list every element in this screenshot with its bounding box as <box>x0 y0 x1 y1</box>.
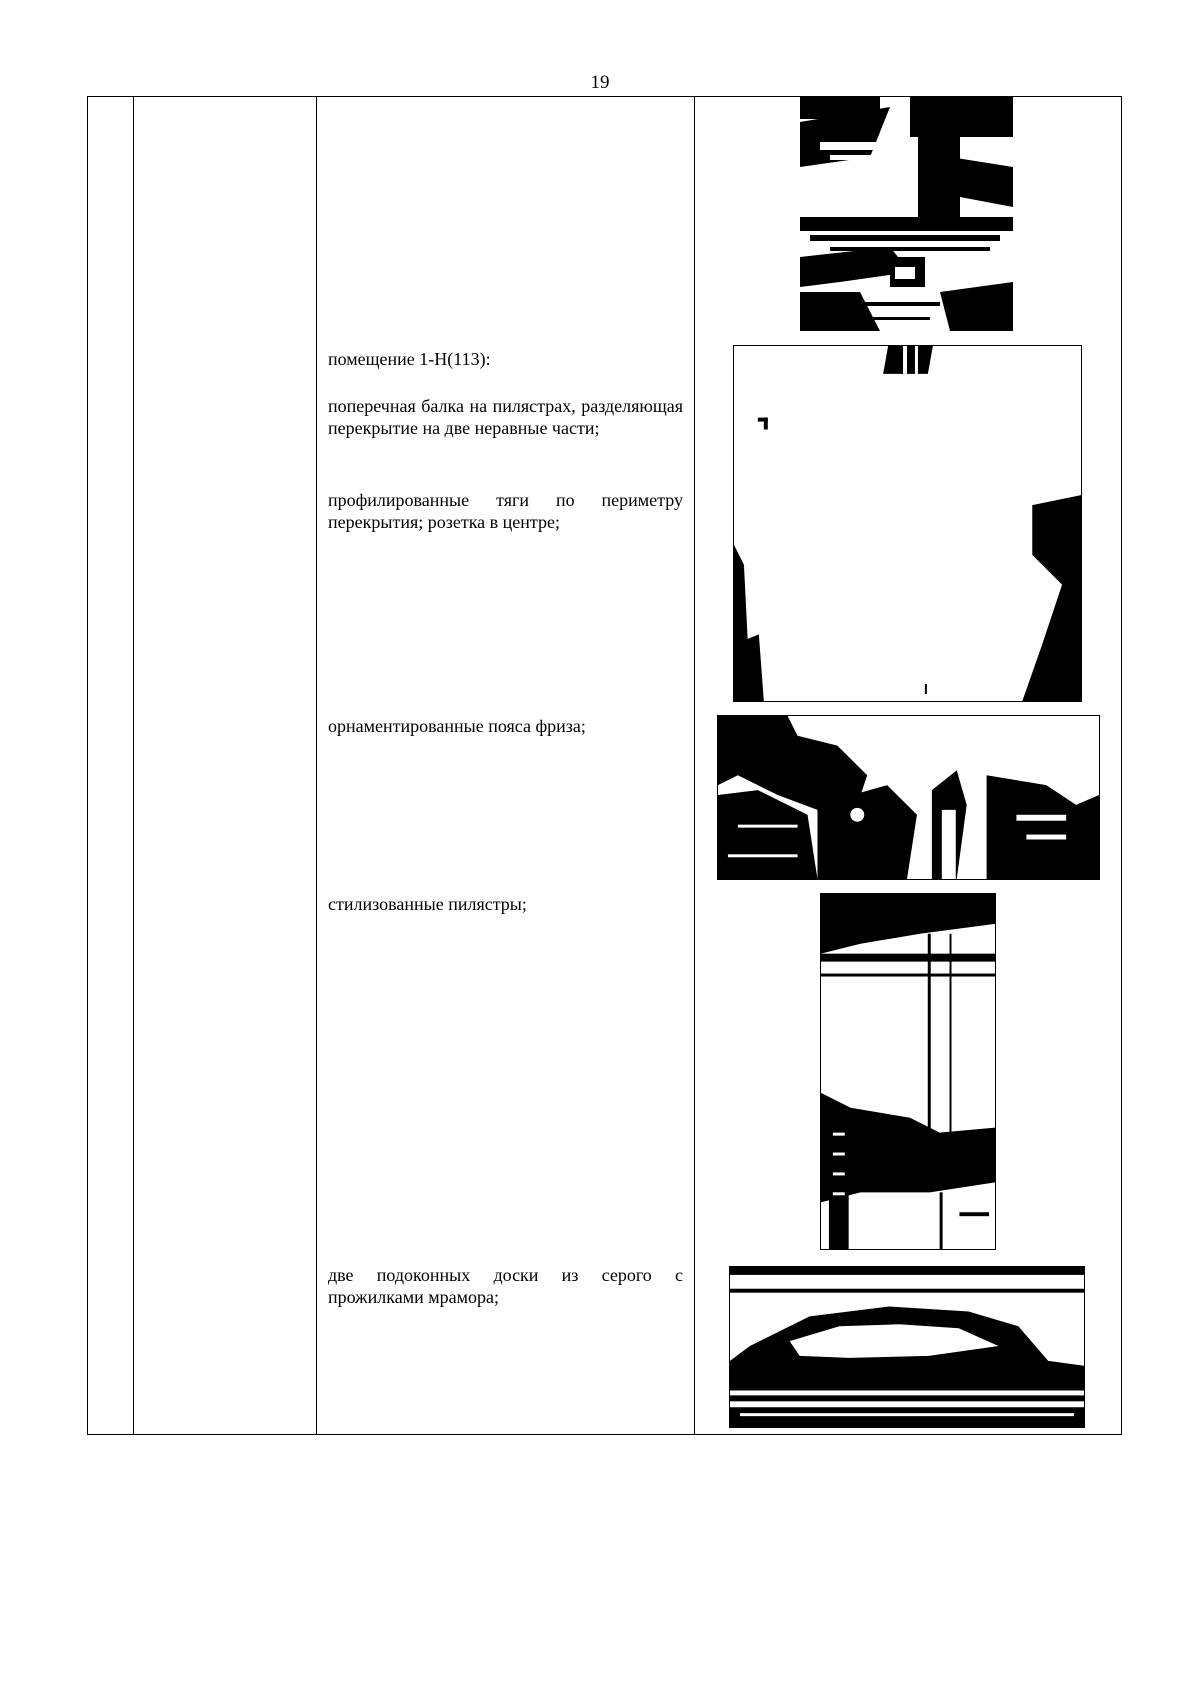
frieze-photo <box>717 715 1100 880</box>
column-divider <box>694 97 695 1434</box>
photo-image <box>800 97 1013 331</box>
paragraph: две подоконных доски из серого с прожилками мрамора; <box>328 1265 683 1307</box>
pilaster-capital-photo <box>800 97 1013 331</box>
entry-cross-beam <box>328 395 683 453</box>
paragraph: орнаментированные пояса фриза; <box>328 716 586 736</box>
pilaster-photo <box>820 893 996 1250</box>
paragraph: стилизованные пилястры; <box>328 894 527 914</box>
entry-marble-sills <box>328 1264 683 1322</box>
photo-image <box>734 346 1081 701</box>
paragraph: поперечная балка на пилястрах, разделяющая перекрытие на две неравные части; <box>328 396 683 438</box>
photo-image <box>730 1267 1084 1427</box>
paragraph: профилированные тяги по периметру перекрытия; розетка в центре; <box>328 490 683 532</box>
ceiling-photo <box>733 345 1082 702</box>
entry-room-heading <box>328 348 683 384</box>
paragraph: помещение 1-Н(113): <box>328 349 491 369</box>
entry-profiled-cornices <box>328 489 683 547</box>
marble-sill-photo <box>729 1266 1085 1428</box>
page-number: 19 <box>590 72 610 93</box>
photo-image <box>821 894 995 1249</box>
entry-stylized-pilasters <box>328 893 683 929</box>
entry-frieze-bands <box>328 715 683 751</box>
photo-image <box>718 716 1099 879</box>
column-divider <box>133 97 134 1434</box>
column-divider <box>316 97 317 1434</box>
